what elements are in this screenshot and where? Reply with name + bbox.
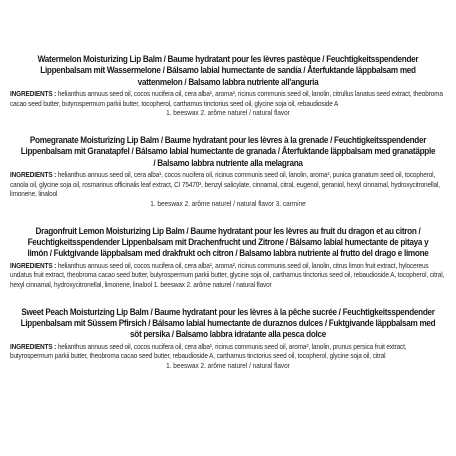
ingredients-list: helianthus annuus seed oil, cera alba¹, cocos nucifera oil, ricinus communis seed oil, lanolin, aroma², punica granatum seed oil, tocopherol, canola oil, glycine soja oil, rosmarinus officinalis leaf extract, CI 75470³, benzyl salicylate, cinnamal, citral, eugenol, geraniol, hexyl cinnamal, hydroxycitronellal, limonene, linalool [10, 170, 440, 199]
ingredients-text [10, 261, 445, 290]
ingredients-list: helianthus annuus seed oil, cocos nucifera oil, cera alba¹, aroma², ricinus communis seed oil, lanolin, citrus limon fruit extract, hylocereus undatus fruit extract, theobroma cacao seed butter, butyrospermum parkii butter, glycine soja oil, carthamus tinctorius seed oil, rebaudioside A, tocopherol, citral, hexyl cinnamal, hydroxycitronellal, limonene, linalool 1. beeswax 2. arôme naturel / natural flavor [10, 260, 445, 289]
product-title: Watermelon Moisturizing Lip Balm / Baume hydratant pour les lèvres pastèque / Feuchtigkeitsspendender Lippenbalsam mit Wassermelone / Bálsamo labial humectante de sandía / Återfuktande läppbalsam med vattenmelon / Balsamo labbra nutriente all'anguria [37, 54, 419, 88]
product-watermelon [10, 54, 446, 118]
product-title: Dragonfruit Lemon Moisturizing Lip Balm / Baume hydratant pour les lèvres au fruit du dragon et au citron / Feuchtigkeitsspendender Lippenbalsam mit Drachenfrucht und Zitrone / Bálsamo labial humectante de pitaya y limón / Fuktgivande läppbalsam med drakfrukt och citron / Balsamo labbra nutriente al frutto del drago e limone [27, 225, 429, 260]
ingredients-list: helianthus annuus seed oil, cocos nucifera oil, cera alba¹, aroma², ricinus communis seed oil, lanolin, citrullus lanatus seed extract, theobroma cacao seed butter, butyrospermum parkii butter, tocopherol, carthamus tinctorius seed oil, glycine soja oil, rebaudioside A [10, 89, 443, 108]
footnote: 1. beeswax 2. arôme naturel / natural flavor 3. carmine [150, 199, 306, 208]
ingredients-text [10, 342, 445, 361]
product-dragonfruit-lemon [10, 226, 446, 290]
product-title: Pomegranate Moisturizing Lip Balm / Baume hydratant pour les lèvres à la grenade / Feuchtigkeitsspendender Lippenbalsam mit Granatapfel / Bálsamo labial humectante de granada / Återfuktande läppbalsam med granatäpple / Balsamo labbra nutriente alla melagrana [20, 135, 436, 169]
ingredients-label: INGREDIENTS : [10, 260, 57, 270]
ingredients-label: INGREDIENTS : [10, 341, 57, 351]
footnote: 1. beeswax 2. arôme naturel / natural flavor [166, 108, 290, 118]
ingredients-label: INGREDIENTS : [10, 170, 57, 180]
ingredients-text [10, 170, 445, 199]
product-title: Sweet Peach Moisturizing Lip Balm / Baume hydratant pour les lèvres à la pêche sucrée / Feuchtigkeitsspendender Lippenbalsam mit Süssem Pfirsich / Bálsamo labial humectante de duraznos dulces / Fuktgivande läppbalsam med söt persika / Balsamo labbra idratante alla pesca dolce [20, 306, 436, 341]
footnote: 1. beeswax 2. arôme naturel / natural flavor [166, 361, 290, 370]
ingredients-list: helianthus annuus seed oil, cocos nucifera oil, cera alba¹, ricinus communis seed oil, aroma², lanolin, prunus persica fruit extract, butyrospermum parkii butter, theobroma cacao seed butter, rebaudioside A, carthamus tinctorius seed oil, tocopherol, glycine soja oil, citral [10, 341, 407, 361]
ingredients-text [10, 89, 445, 108]
ingredients-label: INGREDIENTS : [10, 89, 57, 99]
product-pomegranate [10, 135, 446, 209]
product-sweet-peach [10, 307, 446, 371]
